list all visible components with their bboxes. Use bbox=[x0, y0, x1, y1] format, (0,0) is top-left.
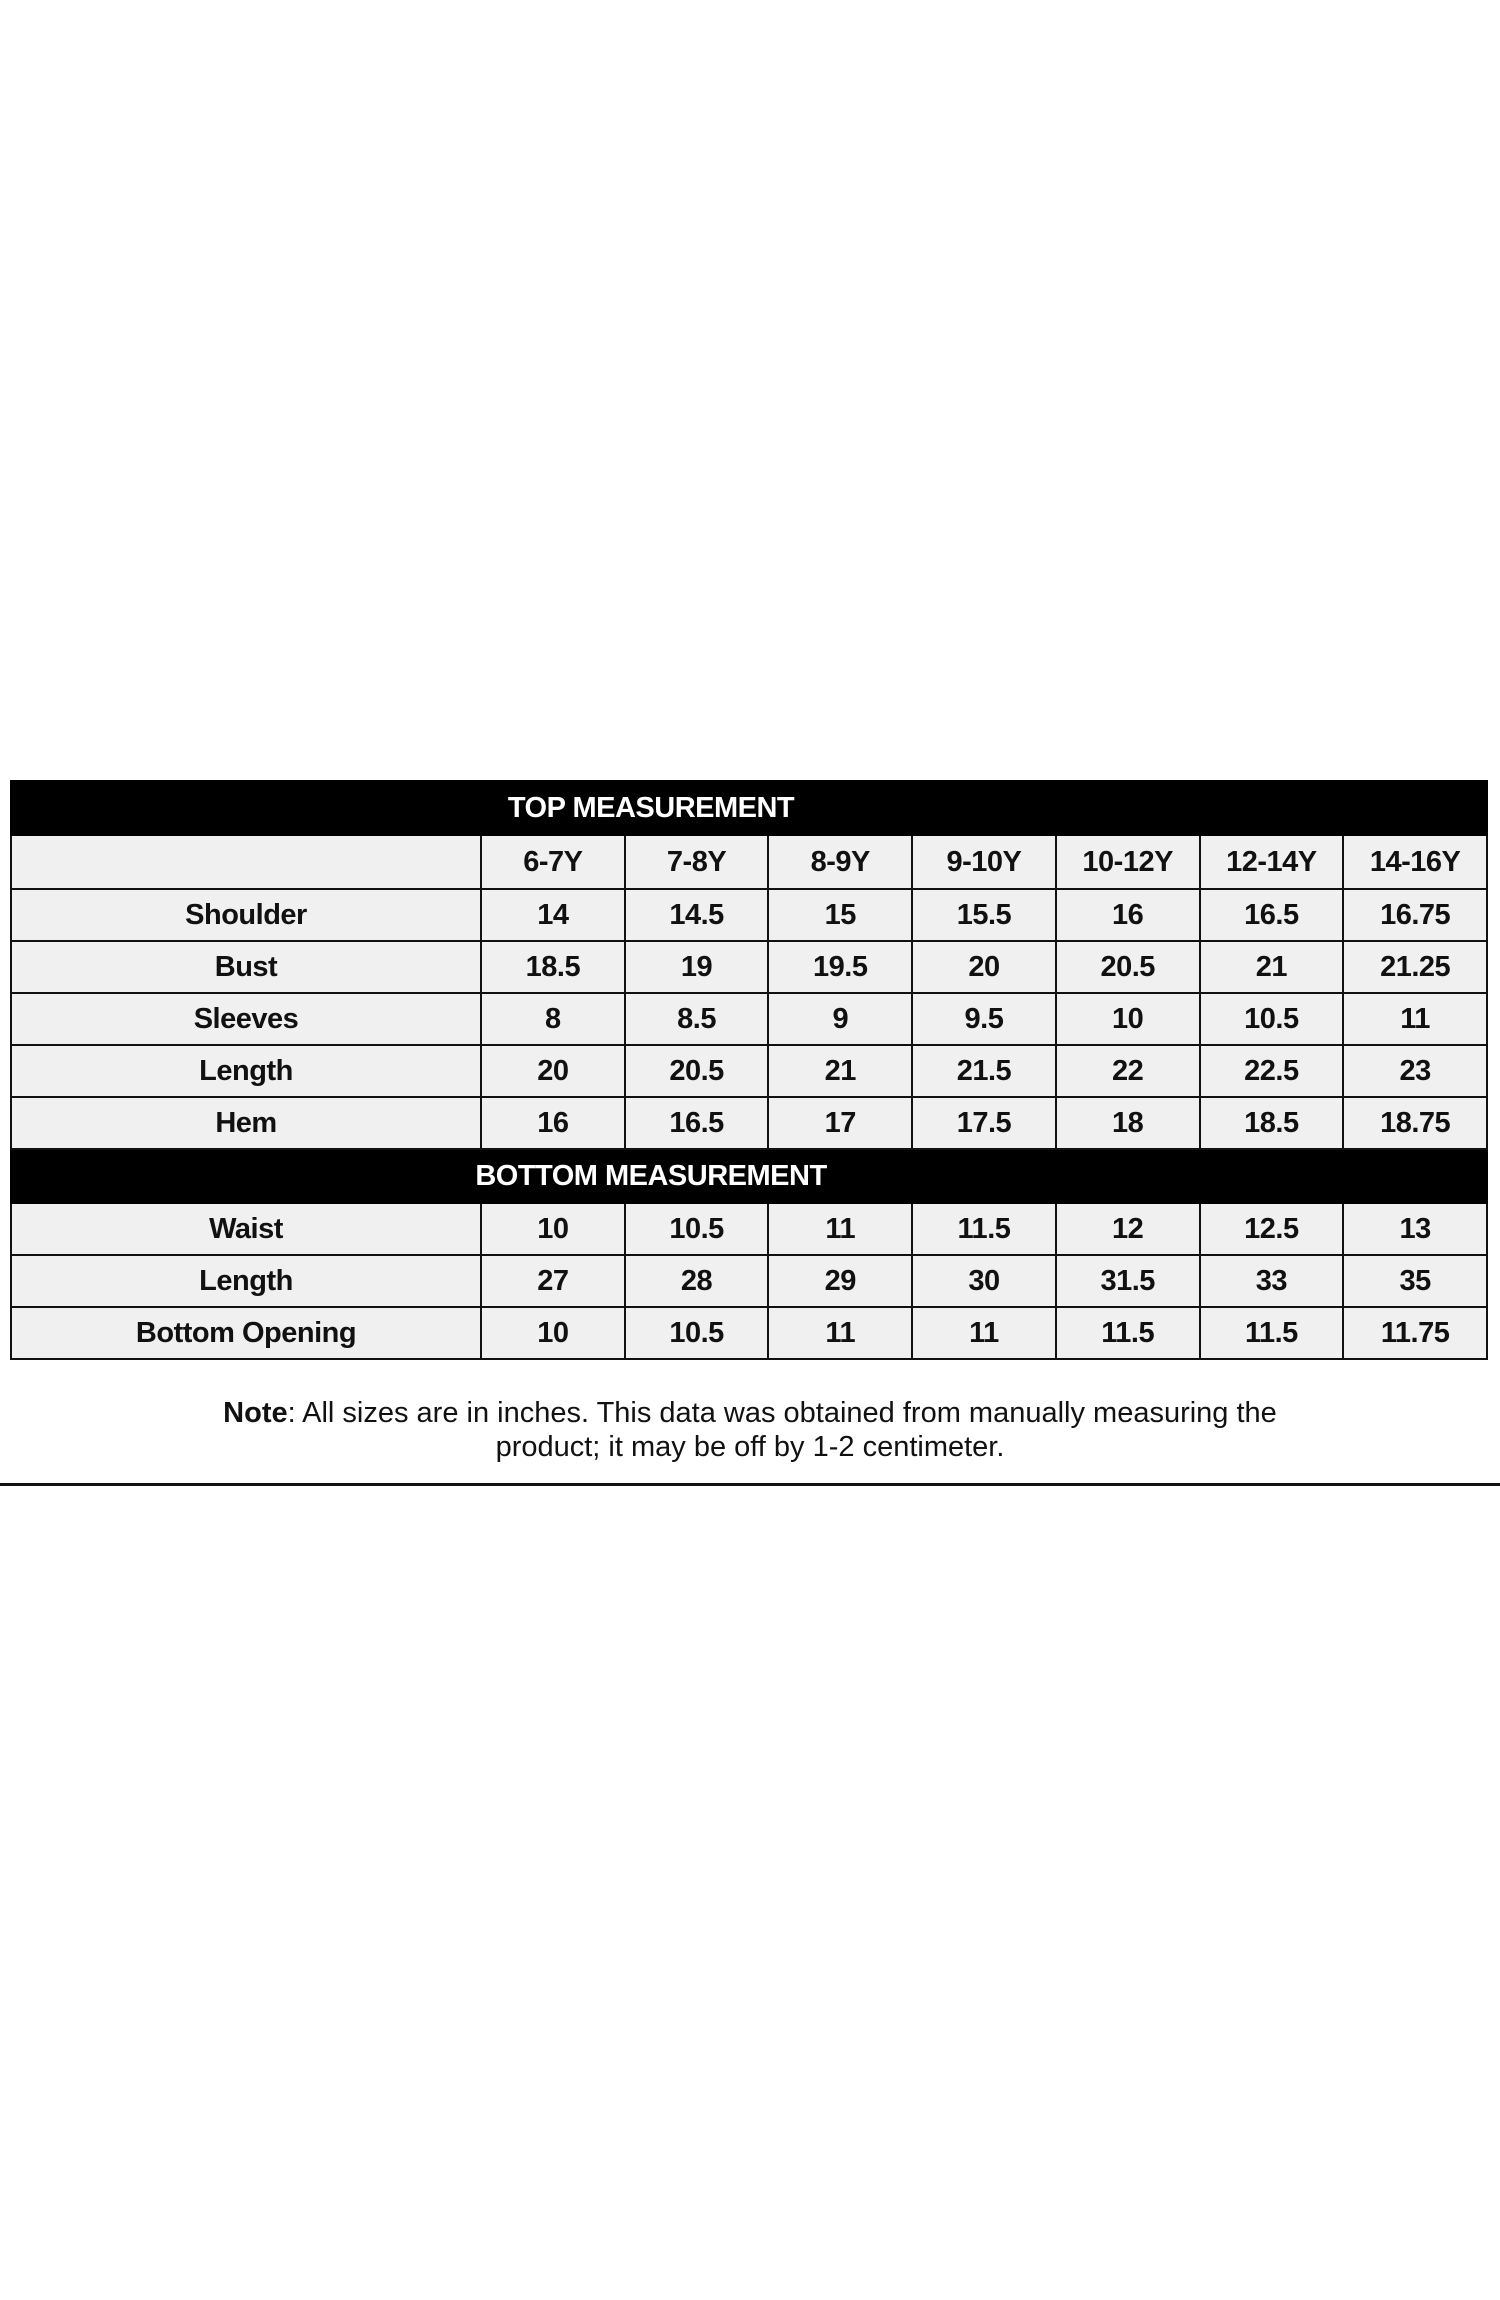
measurement-value: 16.5 bbox=[1200, 889, 1344, 941]
measurement-value: 22 bbox=[1056, 1045, 1200, 1097]
measurement-value: 13 bbox=[1343, 1203, 1487, 1255]
measurement-value: 12 bbox=[1056, 1203, 1200, 1255]
measurement-label: Shoulder bbox=[11, 889, 481, 941]
measurement-value: 33 bbox=[1200, 1255, 1344, 1307]
measurement-value: 11 bbox=[912, 1307, 1056, 1359]
measurement-label: Bust bbox=[11, 941, 481, 993]
measurement-row bbox=[11, 1203, 1487, 1255]
divider-line bbox=[0, 1483, 1500, 1486]
top-measurement-header bbox=[11, 781, 1487, 835]
size-header-cell: 14-16Y bbox=[1343, 835, 1487, 889]
measurement-label: Sleeves bbox=[11, 993, 481, 1045]
bottom-measurement-header bbox=[11, 1149, 1487, 1203]
measurement-value: 30 bbox=[912, 1255, 1056, 1307]
measurement-value: 11 bbox=[1343, 993, 1487, 1045]
measurement-row bbox=[11, 993, 1487, 1045]
measurement-value: 8 bbox=[481, 993, 625, 1045]
measurement-value: 28 bbox=[625, 1255, 769, 1307]
bottom-measurement-title: BOTTOM MEASUREMENT bbox=[475, 1159, 827, 1192]
measurement-value: 16.5 bbox=[625, 1097, 769, 1149]
measurement-value: 19 bbox=[625, 941, 769, 993]
measurement-value: 20 bbox=[912, 941, 1056, 993]
measurement-value: 14 bbox=[481, 889, 625, 941]
measurement-value: 18.75 bbox=[1343, 1097, 1487, 1149]
top-measurement-title: TOP MEASUREMENT bbox=[507, 791, 795, 824]
measurement-label: Bottom Opening bbox=[11, 1307, 481, 1359]
measurement-row bbox=[11, 941, 1487, 993]
measurement-value: 14.5 bbox=[625, 889, 769, 941]
measurement-value: 11.75 bbox=[1343, 1307, 1487, 1359]
measurement-value: 18 bbox=[1056, 1097, 1200, 1149]
measurement-value: 10.5 bbox=[1200, 993, 1344, 1045]
measurement-value: 10 bbox=[481, 1307, 625, 1359]
measurement-label: Waist bbox=[11, 1203, 481, 1255]
measurement-value: 19.5 bbox=[768, 941, 912, 993]
header-blank-cell bbox=[11, 835, 481, 889]
measurement-value: 17 bbox=[768, 1097, 912, 1149]
measurement-value: 11 bbox=[768, 1307, 912, 1359]
measurement-value: 10.5 bbox=[625, 1203, 769, 1255]
measurement-label: Hem bbox=[11, 1097, 481, 1149]
measurement-value: 10 bbox=[1056, 993, 1200, 1045]
measurement-value: 11.5 bbox=[912, 1203, 1056, 1255]
measurement-value: 21 bbox=[1200, 941, 1344, 993]
measurement-value: 10 bbox=[481, 1203, 625, 1255]
size-header-cell: 8-9Y bbox=[768, 835, 912, 889]
measurement-value: 11.5 bbox=[1200, 1307, 1344, 1359]
measurement-value: 29 bbox=[768, 1255, 912, 1307]
measurement-value: 35 bbox=[1343, 1255, 1487, 1307]
measurement-value: 10.5 bbox=[625, 1307, 769, 1359]
size-header-cell: 7-8Y bbox=[625, 835, 769, 889]
measurement-value: 21 bbox=[768, 1045, 912, 1097]
measurement-value: 31.5 bbox=[1056, 1255, 1200, 1307]
measurement-value: 8.5 bbox=[625, 993, 769, 1045]
measurement-value: 16 bbox=[481, 1097, 625, 1149]
size-header-cell: 12-14Y bbox=[1200, 835, 1344, 889]
measurement-row bbox=[11, 1307, 1487, 1359]
measurement-value: 21.25 bbox=[1343, 941, 1487, 993]
measurement-row bbox=[11, 1097, 1487, 1149]
size-header-cell: 10-12Y bbox=[1056, 835, 1200, 889]
measurement-value: 27 bbox=[481, 1255, 625, 1307]
note-text-1: : All sizes are in inches. This data was obtained from manually measuring the bbox=[287, 1397, 1277, 1429]
measurement-value: 22.5 bbox=[1200, 1045, 1344, 1097]
measurement-value: 16.75 bbox=[1343, 889, 1487, 941]
measurement-value: 20.5 bbox=[625, 1045, 769, 1097]
size-header-cell: 6-7Y bbox=[481, 835, 625, 889]
measurement-label: Length bbox=[11, 1255, 481, 1307]
measurement-value: 18.5 bbox=[481, 941, 625, 993]
measurement-value: 12.5 bbox=[1200, 1203, 1344, 1255]
measurement-value: 15 bbox=[768, 889, 912, 941]
note bbox=[0, 1396, 1500, 1464]
measurement-value: 11 bbox=[768, 1203, 912, 1255]
note-line-1 bbox=[0, 1396, 1500, 1430]
measurement-value: 9 bbox=[768, 993, 912, 1045]
note-label: Note bbox=[223, 1397, 288, 1429]
size-header-cell: 9-10Y bbox=[912, 835, 1056, 889]
measurement-value: 18.5 bbox=[1200, 1097, 1344, 1149]
measurement-value: 17.5 bbox=[912, 1097, 1056, 1149]
measurement-value: 23 bbox=[1343, 1045, 1487, 1097]
measurement-value: 15.5 bbox=[912, 889, 1056, 941]
measurement-label: Length bbox=[11, 1045, 481, 1097]
measurement-value: 9.5 bbox=[912, 993, 1056, 1045]
measurement-row bbox=[11, 889, 1487, 941]
size-chart bbox=[10, 780, 1488, 1360]
size-header-row bbox=[11, 835, 1487, 889]
measurement-value: 16 bbox=[1056, 889, 1200, 941]
note-line-2: product; it may be off by 1-2 centimeter. bbox=[495, 1431, 1005, 1463]
measurement-value: 20.5 bbox=[1056, 941, 1200, 993]
measurement-row bbox=[11, 1045, 1487, 1097]
measurement-value: 21.5 bbox=[912, 1045, 1056, 1097]
measurement-row bbox=[11, 1255, 1487, 1307]
measurement-value: 20 bbox=[481, 1045, 625, 1097]
measurement-value: 11.5 bbox=[1056, 1307, 1200, 1359]
size-table bbox=[10, 780, 1488, 1360]
